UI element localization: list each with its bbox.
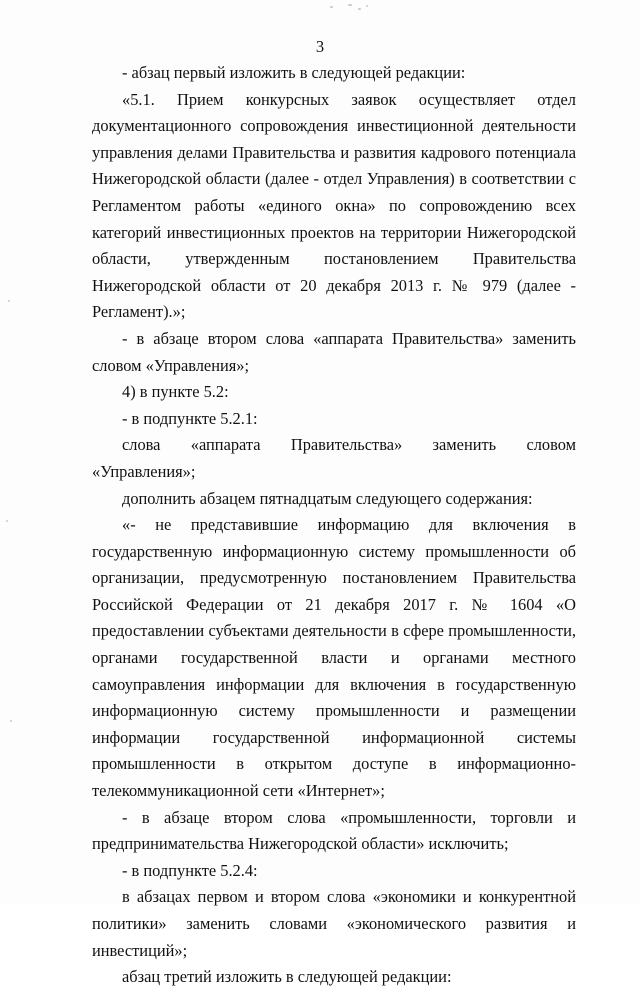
paragraph-9: - в абзаце втором слова «промышленности, торговли и предпринимательства Нижегородской области» исключить; — [92, 807, 576, 854]
scan-speck — [358, 8, 361, 10]
scan-speck — [6, 520, 8, 522]
paragraph-2: «5.1. Прием конкурсных заявок осуществляет отдел документационного сопровождения инвестиционной деятельности управления делами Правительства и развития кадрового потенциала Нижегородской области (далее - отдел Управления) в соответствии с Регламентом работы «единого окна» по сопровождению всех категорий инвестиционных проектов на территории Нижегородской области, утвержденным постановлением Правительства Нижегородской области от 20 декабря 2013 г. № 979 (далее - Регламент).»; — [92, 89, 576, 322]
scan-speck — [366, 5, 368, 7]
paragraph-8: «- не представившие информацию для включения в государственную информационную систему промышленности об организации, предусмотренную постановлением Правительства Российской Федерации от 21 декабря 2017 г. № 1604 «О предоставлении субъектами деятельности в сфере промышленности, органами государственной власти и органами местного самоуправления информации для включения в государственную информационную систему промышленности и размещении информации государственной информационной системы промышленности в открытом доступе в информационно-телекоммуникационной сети «Интернет»; — [92, 515, 576, 801]
paragraph-12: абзац третий изложить в следующей редакции: — [122, 967, 452, 987]
paragraph-10: - в подпункте 5.2.4: — [122, 860, 258, 880]
document-body — [92, 60, 576, 991]
paragraph-3: - в абзаце втором слова «аппарата Правительства» заменить словом «Управления»; — [92, 328, 576, 375]
scan-speck — [348, 4, 352, 6]
paragraph-7: дополнить абзацем пятнадцатым следующего содержания: — [122, 488, 533, 508]
scan-speck — [330, 6, 333, 8]
paragraph-4: 4) в пункте 5.2: — [122, 382, 229, 402]
paragraph-11: в абзацах первом и втором слова «экономики и конкурентной политики» заменить словами «экономического развития и инвестиций»; — [92, 887, 576, 960]
page-number: 3 — [315, 37, 325, 56]
scan-speck — [10, 720, 12, 722]
paragraph-6: слова «аппарата Правительства» заменить словом «Управления»; — [92, 435, 576, 481]
paragraph-5: - в подпункте 5.2.1: — [122, 408, 258, 428]
paragraph-1: - абзац первый изложить в следующей редакции: — [122, 63, 466, 82]
scan-speck — [8, 300, 10, 302]
